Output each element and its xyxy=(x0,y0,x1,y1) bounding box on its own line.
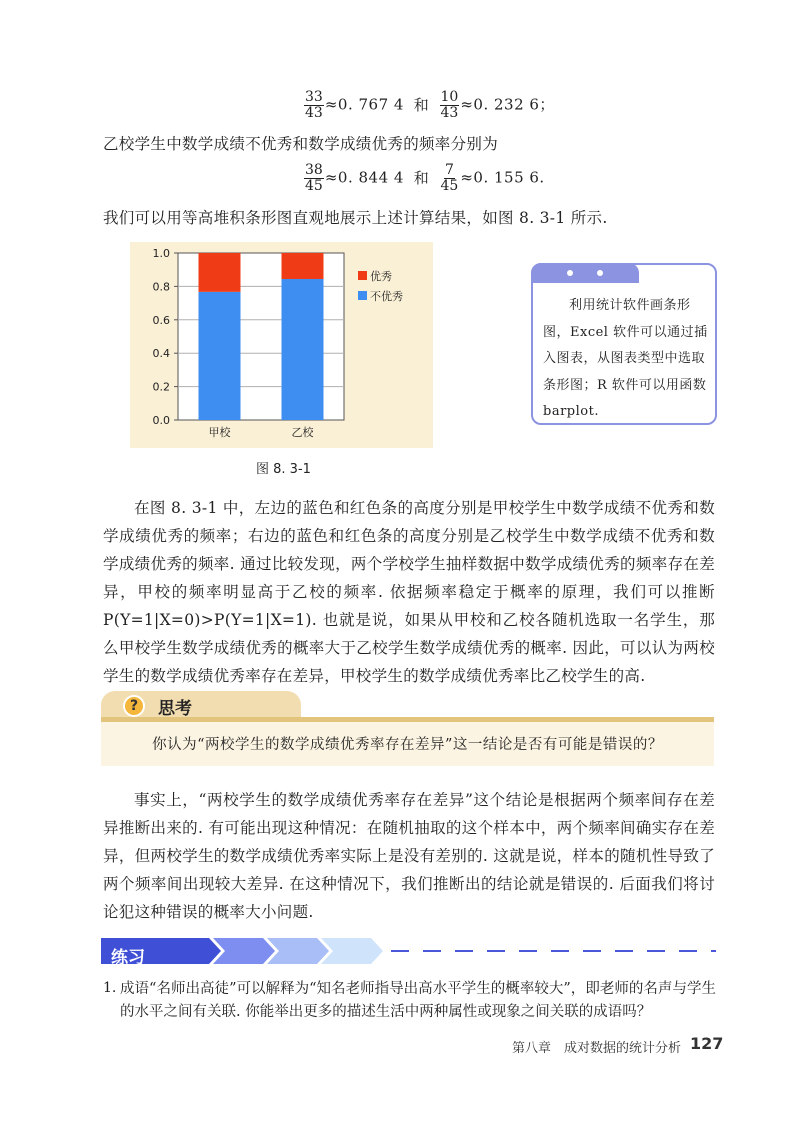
stacked-bar-chart xyxy=(130,242,433,448)
exercise-header-bar xyxy=(101,938,716,964)
note-card xyxy=(531,263,717,425)
paragraph: 事实上，“两校学生的数学成绩优秀率存在差异”这个结论是根据两个频率间存在差异推断出来的. 有可能出现这种情况：在随机抽取的这个样本中，两个频率间确实存在差异，但两校学生的数学成绩优秀率实际上是没有差别的. 这就是说，样本的随机性导致了两个频率间出现较大差异. 在这种情况下，我们推断出的结论就是错误的. 后面我们将讨论犯这种错误的概率大小问题. xyxy=(103,791,715,921)
legend-label: 不优秀 xyxy=(370,290,403,303)
equation-1: $\frac{33}{43}$ ≈0. 767 4 和 $\frac{10}{43}$ ≈0. 232 6； xyxy=(305,89,555,121)
y-tick-label: 0.8 xyxy=(152,280,170,294)
exercise-title: 练习 xyxy=(111,948,145,968)
chart-panel xyxy=(130,242,433,448)
exercise-number: 1. xyxy=(103,980,117,996)
y-tick-label: 0.2 xyxy=(152,380,170,394)
question-icon: ? xyxy=(123,695,145,717)
dot-icon xyxy=(597,270,603,276)
bar-segment xyxy=(282,253,324,279)
equation-2: $\frac{38}{45}$ ≈0. 844 4 和 $\frac{7}{45}$ ≈0. 155 6. xyxy=(305,162,545,194)
think-question: 你认为“两校学生的数学成绩优秀率存在差异”这一结论是否有可能是错误的？ xyxy=(152,737,663,753)
figure-caption: 图 8. 3-1 xyxy=(256,462,311,477)
exercise-item: 成语“名师出高徒”可以解释为“知名老师指导出高水平学生的概率较大”，即老师的名声与学生的水平之间有关联. 你能举出更多的描述生活中两种属性或现象之间关联的成语吗？ xyxy=(120,981,716,1020)
fraction: $\frac{33}{43}$ xyxy=(305,89,323,121)
x-tick-label: 乙校 xyxy=(291,426,314,439)
think-title: 思考 xyxy=(158,699,192,719)
note-tab xyxy=(531,263,639,283)
y-tick-label: 1.0 xyxy=(152,247,170,260)
footer-chapter: 第八章 成对数据的统计分析 xyxy=(512,1041,682,1056)
legend-label: 优秀 xyxy=(370,270,392,283)
note-text: 利用统计软件画条形图，Excel 软件可以通过插入图表，从图表类型中选取条形图；R 软件可以用函数 barplot. xyxy=(543,298,708,419)
y-tick-label: 0.4 xyxy=(152,347,170,361)
fraction: $\frac{7}{45}$ xyxy=(440,162,459,194)
fraction: $\frac{38}{45}$ xyxy=(305,162,323,194)
legend-swatch xyxy=(358,291,367,300)
text-line: 我们可以用等高堆积条形图直观地展示上述计算结果，如图 8. 3-1 所示. xyxy=(103,209,608,227)
text-line: 乙校学生中数学成绩不优秀和数学成绩优秀的频率分别为 xyxy=(103,135,499,153)
bar-segment xyxy=(282,279,324,420)
page-number: 127 xyxy=(690,1034,724,1053)
x-tick-label: 甲校 xyxy=(208,426,231,439)
y-tick-label: 0.6 xyxy=(152,313,170,327)
dot-icon xyxy=(567,270,573,276)
paragraph: 在图 8. 3-1 中，左边的蓝色和红色条的高度分别是甲校学生中数学成绩不优秀和数学成绩优秀的频率；右边的蓝色和红色条的高度分别是乙校学生中数学成绩不优秀和数学成绩优秀的频率. 通过比较发现，两个学校学生抽样数据中数学成绩优秀的频率存在差异，甲校的频率明显高于乙校的频率. 依据频率稳定于概率的原理，我们可以推断 P(Y=1|X=0)>P(Y=1|X=1). 也就是说，如果从甲校和乙校各随机选取一名学生，那么甲校学生数学成绩优秀的概率大于乙校学生数学成绩优秀的概率. 因此，可以认为两校学生的数学成绩优秀率存在差异，甲校学生的数学成绩优秀率比乙校学生的高. xyxy=(103,499,715,685)
y-tick-label: 0.0 xyxy=(152,414,170,427)
bar-segment xyxy=(199,292,241,420)
bar-segment xyxy=(199,253,241,292)
legend-swatch xyxy=(358,271,367,280)
fraction: $\frac{10}{43}$ xyxy=(440,89,459,121)
